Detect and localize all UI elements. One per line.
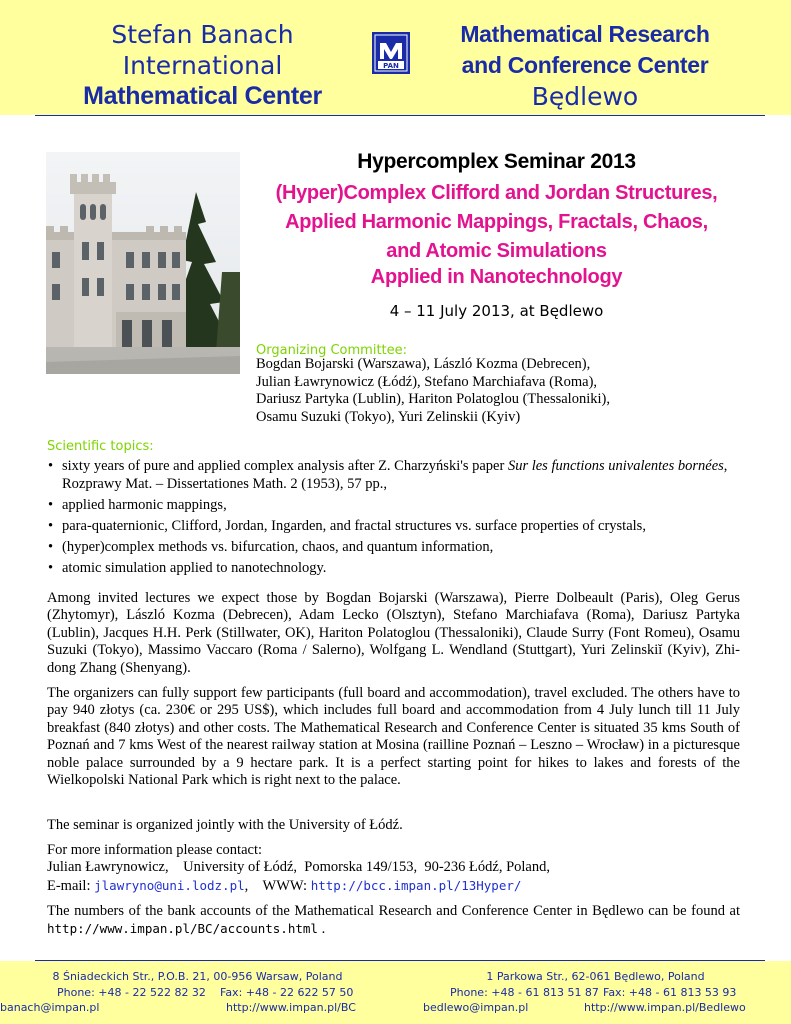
list-item (47, 560, 747, 578)
contact-intro: For more information please contact: (47, 842, 263, 858)
email-link[interactable]: jlawryno@uni.lodz.pl (94, 877, 245, 893)
seminar-title: Hypercomplex Seminar 2013 (357, 150, 636, 173)
topic-text: para-quaternionic, Clifford, Jordan, Ingarden, and fractal structures vs. surface properties of crystals, (62, 517, 646, 534)
subtitle-line-4: Applied in Nanotechnology (370, 266, 623, 288)
header-left-line3: Mathematical Center (83, 82, 322, 110)
footer-right-email[interactable]: bedlewo@impan.pl (423, 1001, 529, 1014)
contact-links (47, 877, 740, 895)
list-item (47, 497, 747, 515)
list-item (47, 539, 747, 557)
subtitle-line-2: Applied Harmonic Mappings, Fractals, Chaos, (285, 211, 708, 233)
topic-paper-title: Sur les functions univalentes bornées (507, 458, 724, 474)
topic-text: (hyper)complex methods vs. bifurcation, chaos, and quantum information, (62, 538, 494, 555)
topics-label: Scientific topics: (47, 439, 154, 454)
footer-left (0, 969, 395, 1016)
footer-left-url[interactable]: http://www.impan.pl/BC (226, 1001, 356, 1014)
footer-left-email[interactable]: banach@impan.pl (0, 1001, 100, 1014)
footer-left-phone: Phone: +48 - 22 522 82 32 (57, 985, 206, 999)
footer-left-fax: Fax: +48 - 22 622 57 50 (220, 985, 354, 999)
topics-list (47, 458, 747, 581)
bank-url[interactable]: http://www.impan.pl/BC/accounts.html (47, 921, 318, 937)
list-item (47, 458, 747, 493)
footer-right (400, 969, 791, 1016)
email-label: E-mail: (47, 877, 95, 894)
www-label: , WWW: (244, 877, 311, 894)
joint-organization-paragraph: The seminar is organized jointly with the University of Łódź. (47, 817, 403, 833)
bullet-icon: • (48, 538, 54, 555)
committee-line: Osamu Suzuki (Tokyo), Yuri Zelinskii (Kyiv) (256, 408, 521, 425)
bullet-icon: • (48, 517, 54, 534)
subtitle-line-3: and Atomic Simulations (386, 240, 607, 262)
www-link[interactable]: http://bcc.impan.pl/13Hyper/ (310, 877, 522, 893)
bullet-icon: • (48, 458, 54, 474)
committee-line: Dariusz Partyka (Lublin), Hariton Polatoglou (Thessaloniki), (256, 391, 610, 407)
subtitle-line-1: (Hyper)Complex Clifford and Jordan Structures, (275, 182, 718, 204)
footer-band (0, 961, 791, 1024)
palace-photo (46, 152, 240, 374)
committee-line: Julian Ławrynowicz (Łódź), Stefano Marchiafava (Roma), (256, 373, 598, 390)
committee-list (256, 356, 610, 426)
event-dates: 4 – 11 July 2013, at Będlewo (389, 302, 604, 320)
support-paragraph: The organizers can fully support few participants (full board and accommodation), travel excluded. The others have to pay 940 złotys (ca. 230€ or 295 US$), which includes full board and accommodation from 4 July lunch till 11 July breakfast (840 złotys) and other costs. The Mathematical Research and Conference Center is situated 35 kms South of Poznań and 7 kms West of the nearest railway station at Mosina (railline Poznań – Leszno – Wrocław) in a picturesque noble palace surrounded by a 9 hectare park. It is a perfect starting point for hikes to lakes and forests of the Wielkopolski National Park which is right next to the palace. (47, 685, 740, 789)
list-item (47, 518, 747, 536)
topic-text: applied harmonic mappings, (62, 496, 227, 513)
header-right-line3: Będlewo (531, 82, 639, 111)
committee-label: Organizing Committee: (256, 343, 408, 358)
invited-lectures-paragraph: Among invited lectures we expect those by Bogdan Bojarski (Warszawa), Pierre Dolbeault (Paris), Oleg Gerus (Zhytomyr), László Kozma (Debrecen), Adam Lecko (Olsztyn), Stefano Marchiafava (Roma), Dariusz Partyka (Lublin), Jacques H.H. Perk (Stillwater, OK), Hariton Polatoglou (Thessaloniki), Claude Surry (Font Romeu), Osamu Suzuki (Tokyo), Massimo Vaccaro (Roma / Salerno), Wolfgang L. Wendland (Stuttgart), Yuri Zelinskiĭ (Kyiv), Zhi-dong Zhang (Shenyang). (47, 590, 740, 676)
topic-text: sixty years of pure and applied complex analysis after Z. Charzyński's paper (62, 458, 508, 474)
bullet-icon: • (48, 496, 54, 513)
header-right-line1: Mathematical Research (460, 21, 710, 47)
contact-block (47, 842, 740, 895)
header-divider (35, 115, 765, 116)
topic-text: , Rozprawy Mat. – Dissertationes Math. 2 (1953), 57 pp., (62, 458, 728, 492)
impan-logo-icon (372, 32, 410, 74)
bullet-icon: • (48, 559, 54, 576)
header-band (0, 0, 791, 115)
bank-text: The numbers of the bank accounts of the Mathematical Research and Conference Center in Będlewo can be found at (47, 903, 740, 919)
footer-right-fax: Fax: +48 - 61 813 53 93 (603, 985, 737, 999)
header-right-line2: and Conference Center (461, 52, 709, 78)
contact-address: Julian Ławrynowicz, University of Łódź, Pomorska 149/153, 90-236 Łódź, Poland, (47, 859, 550, 876)
topic-text: atomic simulation applied to nanotechnology. (62, 559, 327, 576)
footer-right-url[interactable]: http://www.impan.pl/Bedlewo (584, 1001, 746, 1014)
footer-right-phone: Phone: +48 - 61 813 51 87 (450, 985, 599, 999)
header-left-line1: Stefan Banach (111, 20, 294, 49)
footer-right-address: 1 Parkowa Str., 62-061 Będlewo, Poland (486, 970, 705, 983)
bank-paragraph (47, 903, 740, 939)
footer-left-address: 8 Śniadeckich Str., P.O.B. 21, 00-956 Warsaw, Poland (52, 970, 343, 983)
logo-text: PAN (383, 62, 399, 70)
bank-text-end: . (317, 921, 326, 938)
committee-line: Bogdan Bojarski (Warszawa), László Kozma (Debrecen), (256, 356, 591, 372)
header-left-line2: International (122, 51, 283, 80)
